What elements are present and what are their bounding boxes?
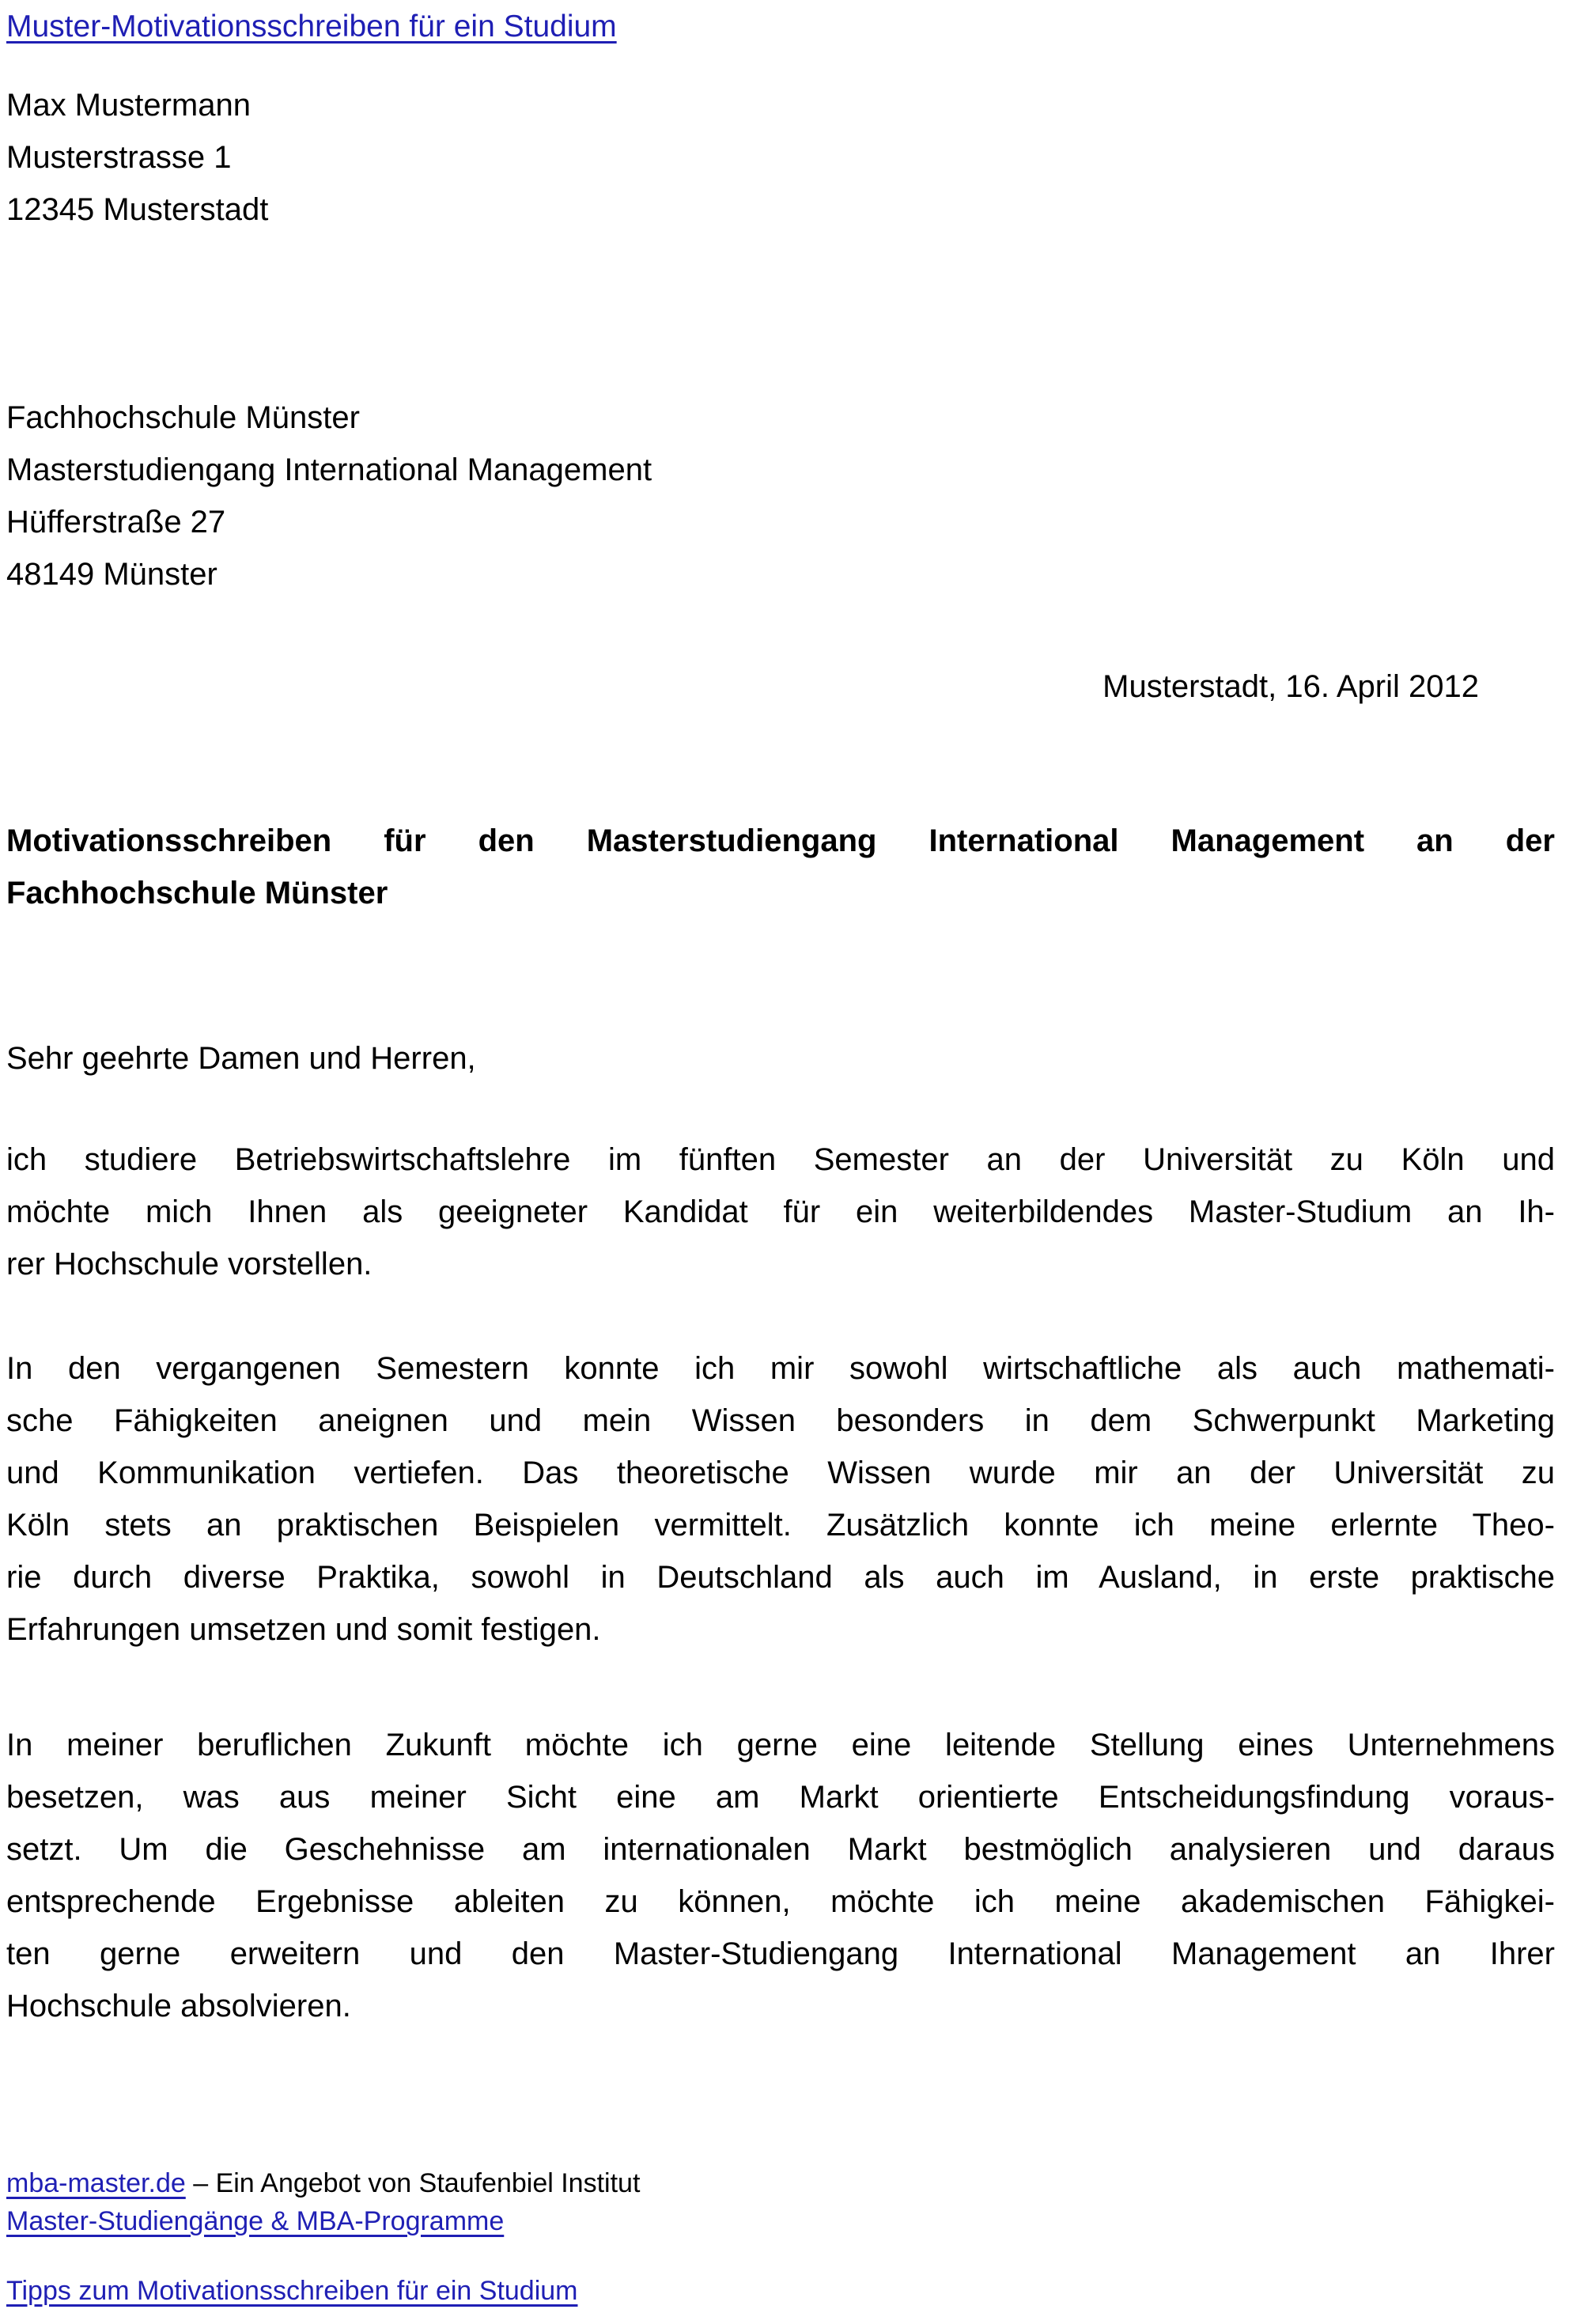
body-paragraph-1 bbox=[6, 1134, 1555, 1290]
footer bbox=[6, 2164, 1555, 2310]
motivation-letter-tips-link[interactable]: Tipps zum Motivationsschreiben für ein Studium bbox=[6, 2276, 578, 2306]
text-line: 48149 Münster bbox=[6, 557, 217, 592]
master-programs-link[interactable]: Master-Studiengänge & MBA-Programme bbox=[6, 2206, 505, 2236]
text-line: Max Mustermann bbox=[6, 88, 251, 123]
text-line: Erfahrungen umsetzen und somit festigen. bbox=[6, 1612, 601, 1647]
text-line: Musterstrasse 1 bbox=[6, 140, 232, 175]
date-text: Musterstadt, 16. April 2012 bbox=[1102, 669, 1479, 704]
text-line: Köln stets an praktischen Beispielen vermittelt. Zusätzlich konnte ich meine erlernte Theo- bbox=[6, 1508, 1555, 1543]
text-line: Masterstudiengang International Management bbox=[6, 452, 652, 487]
text-line: möchte mich Ihnen als geeigneter Kandidat für ein weiterbildendes Master-Studium an Ih- bbox=[6, 1194, 1555, 1229]
footer-provider-text: – Ein Angebot von Staufenbiel Institut bbox=[185, 2168, 641, 2198]
body-paragraph-3 bbox=[6, 1719, 1555, 2032]
text-line: sche Fähigkeiten aneignen und mein Wissen besonders in dem Schwerpunkt Marketing bbox=[6, 1403, 1555, 1438]
text-line: Fachhochschule Münster bbox=[6, 876, 388, 910]
text-line: rer Hochschule vorstellen. bbox=[6, 1247, 373, 1281]
text-line: 12345 Musterstadt bbox=[6, 192, 269, 227]
mba-master-site-link[interactable]: mba-master.de bbox=[6, 2168, 186, 2198]
text-line: ten gerne erweitern und den Master-Studiengang International Management an Ihrer bbox=[6, 1936, 1555, 1971]
text-line: Hochschule absolvieren. bbox=[6, 1989, 351, 2023]
salutation bbox=[6, 1032, 1555, 1085]
top-link-row bbox=[6, 5, 1555, 49]
footer-provider-line bbox=[6, 2164, 1555, 2202]
text-line: und Kommunikation vertiefen. Das theoretische Wissen wurde mir an der Universität zu bbox=[6, 1456, 1555, 1490]
text-line: besetzen, was aus meiner Sicht eine am Markt orientierte Entscheidungsfindung voraus- bbox=[6, 1780, 1555, 1815]
text-line: rie durch diverse Praktika, sowohl in Deutschland als auch im Ausland, in erste praktische bbox=[6, 1560, 1555, 1595]
text-line: Fachhochschule Münster bbox=[6, 400, 360, 435]
text-line: In meiner beruflichen Zukunft möchte ich gerne eine leitende Stellung eines Unternehmens bbox=[6, 1728, 1555, 1762]
salutation-text: Sehr geehrte Damen und Herren, bbox=[6, 1041, 476, 1076]
text-line: entsprechende Ergebnisse ableiten zu können, möchte ich meine akademischen Fähigkei- bbox=[6, 1884, 1555, 1919]
text-line: ich studiere Betriebswirtschaftslehre im fünften Semester an der Universität zu Köln und bbox=[6, 1142, 1555, 1177]
sample-letter-title-link[interactable]: Muster-Motivationsschreiben für ein Studium bbox=[6, 9, 617, 44]
date-line bbox=[6, 661, 1555, 713]
footer-tips-line bbox=[6, 2272, 1555, 2310]
subject-heading bbox=[6, 815, 1555, 919]
body-paragraph-2 bbox=[6, 1342, 1555, 1656]
text-line: In den vergangenen Semestern konnte ich mir sowohl wirtschaftliche als auch mathemati- bbox=[6, 1351, 1555, 1386]
text-line: Motivationsschreiben für den Masterstudiengang International Management an der bbox=[6, 823, 1555, 858]
text-line: setzt. Um die Geschehnisse am internationalen Markt bestmöglich analysieren und daraus bbox=[6, 1832, 1555, 1867]
footer-programs-line bbox=[6, 2202, 1555, 2240]
recipient-address-block bbox=[6, 392, 1555, 600]
sender-address-block bbox=[6, 79, 1555, 236]
text-line: Hüfferstraße 27 bbox=[6, 505, 226, 539]
